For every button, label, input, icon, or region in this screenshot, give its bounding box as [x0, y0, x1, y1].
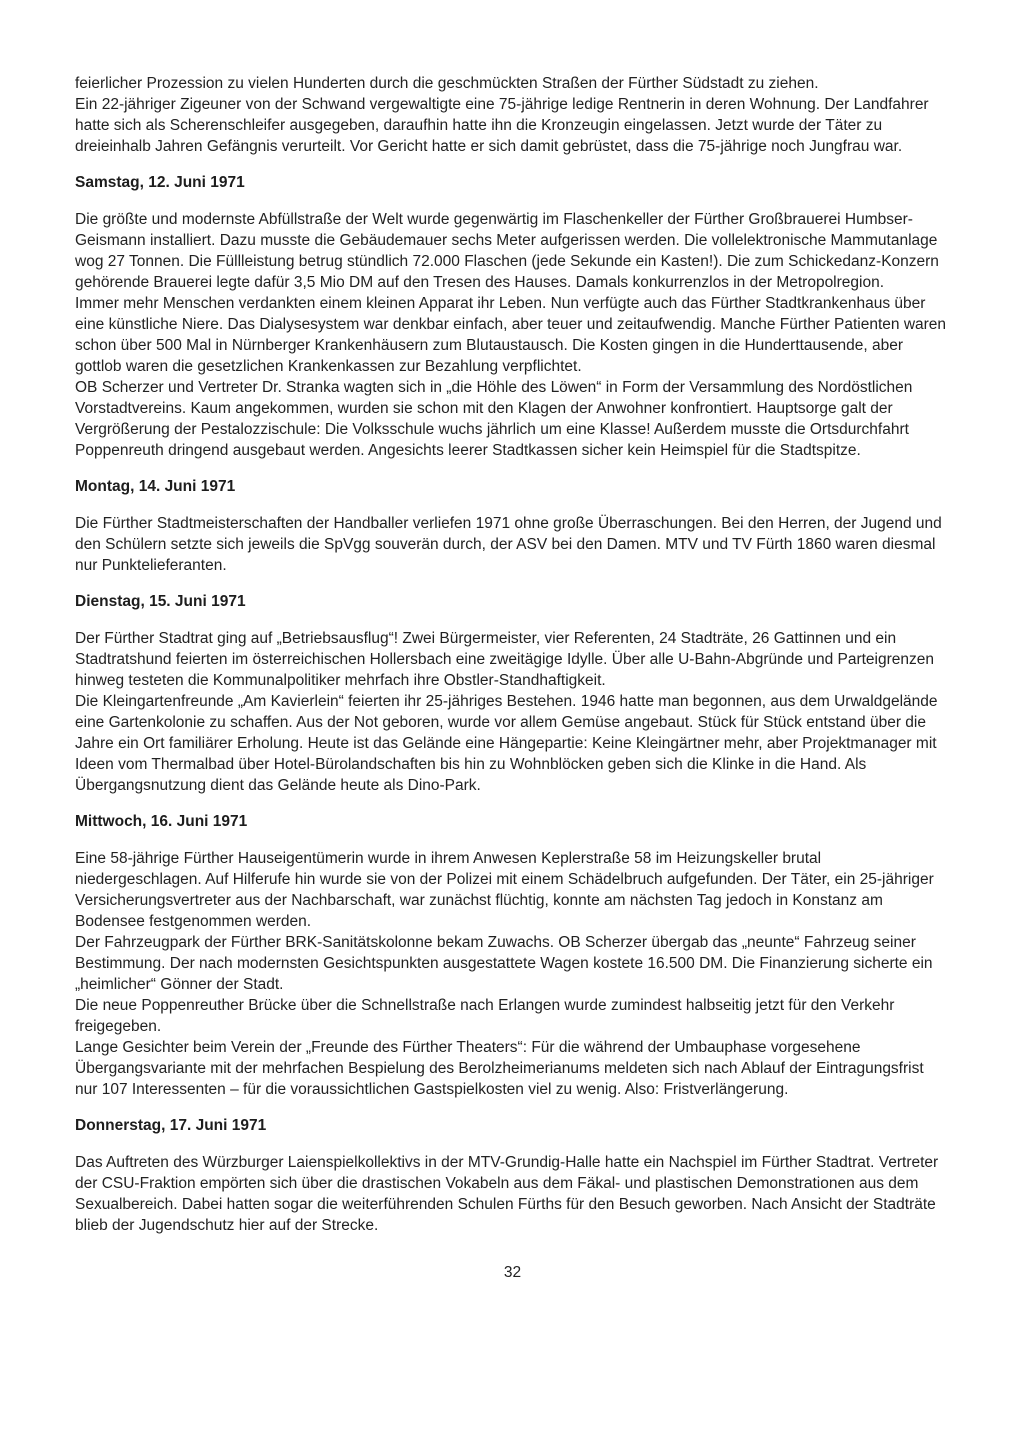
- section-heading: Samstag, 12. Juni 1971: [75, 174, 245, 191]
- section-heading: Montag, 14. Juni 1971: [75, 478, 236, 495]
- section-heading: Dienstag, 15. Juni 1971: [75, 593, 246, 610]
- paragraph: Die Kleingartenfreunde „Am Kavierlein“ feierten ihr 25-jähriges Bestehen. 1946 hatte man begonnen, aus dem Urwaldgelände eine Gartenkolonie zu schaffen. Aus der Not geboren, wurde vor allem Gemüse angebaut. Stück für Stück entstand über die Jahre ein Ort familiärer Erholung. Heute ist das Gelände eine Hängepartie: Keine Kleingärtner mehr, aber Projektmanager mit Ideen vom Thermalbad über Hotel-Bürolandschaften bis hin zu Wohnblöcken geben sich die Klinke in die Hand. Als Übergangsnutzung dient das Gelände heute als Dino-Park.: [75, 693, 938, 794]
- page-number: 32: [503, 1264, 522, 1281]
- document-content: [75, 73, 950, 1236]
- paragraph: Das Auftreten des Würzburger Laienspielkollektivs in der MTV-Grundig-Halle hatte ein Nachspiel im Fürther Stadtrat. Vertreter der CSU-Fraktion empörten sich über die drastischen Vokabeln aus dem Fäkal- und plastischen Demonstrationen aus dem Sexualbereich. Dabei hatten sogar die weiterführenden Schulen Fürths für den Besuch geworben. Nach Ansicht der Stadträte blieb der Jugendschutz hier auf der Strecke.: [75, 1154, 939, 1234]
- paragraph: Der Fürther Stadtrat ging auf „Betriebsausflug“! Zwei Bürgermeister, vier Referenten, 24 Stadträte, 26 Gattinnen und ein Stadtratshund feierten im österreichischen Hollersbach eine zweitägige Idylle. Über alle U-Bahn-Abgründe und Parteigrenzen hinweg testeten die Kommunalpolitiker mehrfach ihre Obstler-Standhaftigkeit.: [75, 630, 935, 689]
- section-heading: Donnerstag, 17. Juni 1971: [75, 1117, 267, 1134]
- paragraph: Die neue Poppenreuther Brücke über die Schnellstraße nach Erlangen wurde zumindest halbseitig jetzt für den Verkehr freigegeben.: [75, 997, 895, 1035]
- paragraph: Lange Gesichter beim Verein der „Freunde des Fürther Theaters“: Für die während der Umbauphase vorgesehene Übergangsvariante mit der mehrfachen Bespielung des Berolzheimerianums meldeten sich nach Ablauf der Eintragungsfrist nur 107 Interessenten – für die voraussichtlichen Gastspielkosten viel zu wenig. Also: Fristverlängerung.: [75, 1039, 924, 1098]
- paragraph: Immer mehr Menschen verdankten einem kleinen Apparat ihr Leben. Nun verfügte auch das Fürther Stadtkrankenhaus über eine künstliche Niere. Das Dialysesystem war denkbar einfach, aber teuer und zeitaufwendig. Manche Fürther Patienten waren schon über 500 Mal in Nürnberger Krankenhäusern zum Blutaustausch. Die Kosten gingen in die Hunderttausende, aber gottlob waren die gesetzlichen Krankenkassen zur Bezahlung verpflichtet.: [75, 295, 947, 375]
- paragraph: OB Scherzer und Vertreter Dr. Stranka wagten sich in „die Höhle des Löwen“ in Form der Versammlung des Nordöstlichen Vorstadtvereins. Kaum angekommen, wurden sie schon mit den Klagen der Anwohner konfrontiert. Hauptsorge galt der Vergrößerung der Pestalozzischule: Die Volksschule wuchs jährlich um eine Klasse! Außerdem musste die Ortsdurchfahrt Poppenreuth dringend ausgebaut werden. Angesichts leerer Stadtkassen sicher kein Heimspiel für die Stadtspitze.: [75, 379, 913, 459]
- paragraph: Eine 58-jährige Fürther Hauseigentümerin wurde in ihrem Anwesen Keplerstraße 58 im Heizungskeller brutal niedergeschlagen. Auf Hilferufe hin wurde sie von der Polizei mit einem Schädelbruch aufgefunden. Der Täter, ein 25-jähriger Versicherungsvertreter aus der Nachbarschaft, war zunächst flüchtig, konnte am nächsten Tag jedoch in Konstanz am Bodensee festgenommen werden.: [75, 850, 934, 930]
- section-heading: Mittwoch, 16. Juni 1971: [75, 813, 248, 830]
- paragraph: Der Fahrzeugpark der Fürther BRK-Sanitätskolonne bekam Zuwachs. OB Scherzer übergab das „neunte“ Fahrzeug seiner Bestimmung. Der nach modernsten Gesichtspunkten ausgestattete Wagen kostete 16.500 DM. Die Finanzierung sicherte ein „heimlicher“ Gönner der Stadt.: [75, 934, 933, 993]
- paragraph: Die Fürther Stadtmeisterschaften der Handballer verliefen 1971 ohne große Überraschungen. Bei den Herren, der Jugend und den Schülern setzte sich jeweils die SpVgg souverän durch, der ASV bei den Damen. MTV und TV Fürth 1860 waren diesmal nur Punktelieferanten.: [75, 515, 942, 574]
- paragraph: feierlicher Prozession zu vielen Hunderten durch die geschmückten Straßen der Fürther Südstadt zu ziehen.: [75, 75, 819, 92]
- paragraph: Die größte und modernste Abfüllstraße der Welt wurde gegenwärtig im Flaschenkeller der Fürther Großbrauerei Humbser-Geismann installiert. Dazu musste die Gebäudemauer sechs Meter aufgerissen werden. Die vollelektronische Mammutanlage wog 27 Tonnen. Die Füllleistung betrug stündlich 72.000 Flaschen (jede Sekunde ein Kasten!). Die zum Schickedanz-Konzern gehörende Brauerei legte dafür 3,5 Mio DM auf den Tresen des Hauses. Damals konkurrenzlos in der Metropolregion.: [75, 211, 939, 291]
- paragraph: Ein 22-jähriger Zigeuner von der Schwand vergewaltigte eine 75-jährige ledige Rentnerin in deren Wohnung. Der Landfahrer hatte sich als Scherenschleifer ausgegeben, daraufhin hatte ihn die Kronzeugin eingelassen. Jetzt wurde der Täter zu dreieinhalb Jahren Gefängnis verurteilt. Vor Gericht hatte er sich damit gebrüstet, dass die 75-jährige noch Jungfrau war.: [75, 96, 929, 155]
